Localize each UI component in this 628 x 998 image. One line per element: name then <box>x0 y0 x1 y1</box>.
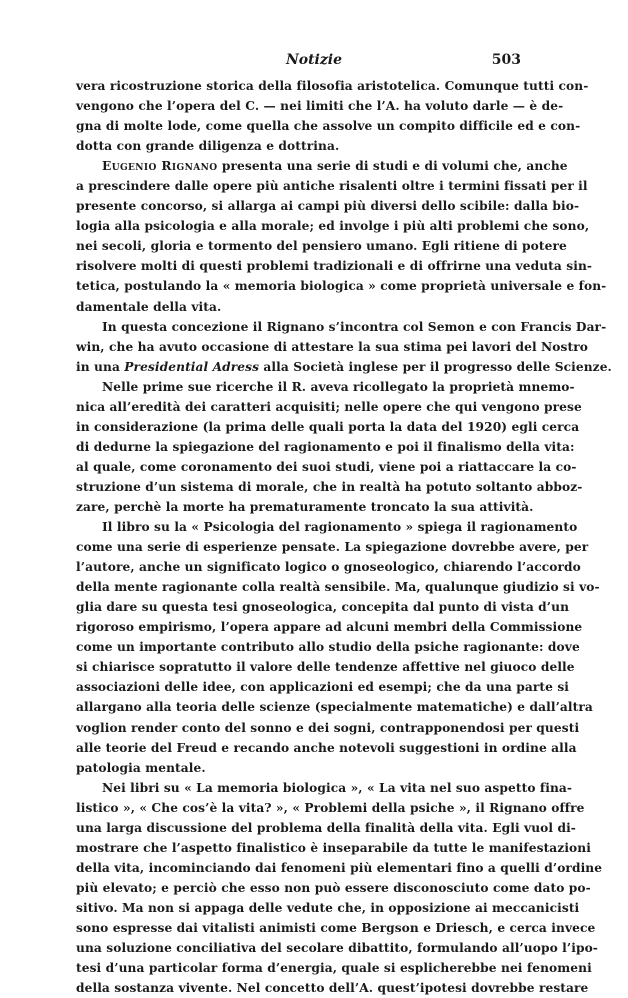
text-line: l’autore, anche un significato logico o gnoseologico, chiarendo l’accordo <box>76 560 581 575</box>
text-segment: presenta una serie di studi e di volumi che, anche <box>217 159 568 174</box>
text-line: come una serie di esperienze pensate. La spiegazione dovrebbe avere, per <box>76 540 589 555</box>
text-line: struzione d’un sistema di morale, che in realtà ha potuto soltanto abboz- <box>76 479 583 494</box>
text-line: alle teorie del Freud e recando anche notevoli suggestioni in ordine alla <box>76 740 577 755</box>
text-line: damentale della vita. <box>76 299 222 314</box>
text-line: associazioni delle idee, con applicazioni ed esempi; che da una parte si <box>76 680 570 695</box>
text-segment: in una <box>76 359 125 374</box>
text-line: una soluzione conciliativa del secolare dibattito, formulando all’uopo l’ipo- <box>76 941 598 956</box>
text-line: della vita, incominciando dai fenomeni più elementari fino a quelli d’ordine <box>76 860 603 875</box>
text-line: patologia mentale. <box>76 760 206 775</box>
text-line: una larga discussione del problema della finalità della vita. Egli vuol di- <box>76 820 576 835</box>
text-line: si chiarisce sopratutto il valore delle tendenze affettive nel giuoco delle <box>76 660 575 675</box>
text-line: allargano alla teoria delle scienze (specialmente matematiche) e dall’altra <box>76 700 593 715</box>
text-line: win, che ha avuto occasione di attestare la sua stima pei lavori del Nostro <box>76 339 588 354</box>
text-line: nei secoli, gloria e tormento del pensiero umano. Egli ritiene di potere <box>76 239 567 254</box>
page-number: 503 <box>491 52 521 68</box>
text-line: della mente ragionante colla realtà sensibile. Ma, qualunque giudizio si vo- <box>76 580 600 595</box>
text-line: presente concorso, si allarga ai campi più diversi dello scibile: dalla bio- <box>76 199 580 214</box>
text-line: al quale, come coronamento dei suoi studi, viene poi a riattaccare la co- <box>76 459 577 474</box>
author-name: Eugenio Rignano <box>102 159 218 174</box>
text-line: listico », « Che cos’è la vita? », « Problemi della psiche », il Rignano offre <box>76 800 585 815</box>
running-title: Notizie <box>285 52 343 68</box>
text-line: glia dare su questa tesi gnoseologica, concepita dal punto di vista d’un <box>76 600 570 615</box>
text-line: sono espresse dai vitalisti animisti come Bergson e Driesch, e cerca invece <box>76 920 596 935</box>
text-line: a prescindere dalle opere più antiche risalenti oltre i termini fissati per il <box>76 179 588 194</box>
text-line: risolvere molti di questi problemi tradizionali e di offrirne una veduta sin- <box>76 259 593 274</box>
text-line: nica all’eredità dei caratteri acquisiti; nelle opere che qui vengono prese <box>76 399 582 414</box>
text-line: dotta con grande diligenza e dottrina. <box>76 139 340 154</box>
text-line: logia alla psicologia e alla morale; ed involge i più alti problemi che sono, <box>76 219 590 234</box>
body-text <box>76 76 612 998</box>
text-line: più elevato; e perciò che esso non può essere disconosciuto come dato po- <box>76 880 591 895</box>
text-line: tesi d’una particolar forma d’energia, quale si esplicherebbe nei fenomeni <box>76 961 592 976</box>
text-line: di dedurne la spiegazione del ragionamento e poi il finalismo della vita: <box>76 439 575 454</box>
text-line: rigoroso empirismo, l’opera appare ad alcuni membri della Commissione <box>76 620 583 635</box>
text-line: Nelle prime sue ricerche il R. aveva ricollegato la proprietà mnemo- <box>102 379 575 394</box>
text-line: tetica, postulando la « memoria biologica » come proprietà universale e fon- <box>76 279 607 294</box>
text-line: zare, perchè la morte ha prematuramente troncato la sua attività. <box>76 499 534 514</box>
text-line: sitivo. Ma non si appaga delle vedute che, in opposizione ai meccanicisti <box>76 900 580 915</box>
text-line <box>76 357 612 377</box>
text-line: voglion render conto del sonno e dei sogni, contrapponendosi per questi <box>76 720 580 735</box>
text-segment: alla Società inglese per il progresso delle Scienze. <box>259 359 612 374</box>
text-line: Il libro su la « Psicologia del ragionamento » spiega il ragionamento <box>102 520 578 535</box>
text-line: mostrare che l’aspetto finalistico è inseparabile da tutte le manifestazioni <box>76 840 591 855</box>
text-line: vera ricostruzione storica della filosofia aristotelica. Comunque tutti con- <box>76 79 589 93</box>
text-line: vengono che l’opera del C. — nei limiti che l’A. ha voluto darle — è de- <box>76 99 564 114</box>
text-line: In questa concezione il Rignano s’incontra col Semon e con Francis Dar- <box>102 319 607 334</box>
text-line: della sostanza vivente. Nel concetto dell’A. quest’ipotesi dovrebbe restare <box>76 981 589 996</box>
text-line: come un importante contributo allo studio della psiche ragionante: dove <box>76 640 580 655</box>
text-line: gna di molte lode, come quella che assolve un compito difficile ed e con- <box>76 119 581 134</box>
running-header <box>0 50 628 72</box>
text-line <box>76 156 568 176</box>
text-line: Nei libri su « La memoria biologica », « La vita nel suo aspetto fina- <box>102 780 573 795</box>
text-line: in considerazione (la prima delle quali porta la data del 1920) egli cerca <box>76 419 580 434</box>
italic-title: Presidential Adress <box>124 359 260 374</box>
